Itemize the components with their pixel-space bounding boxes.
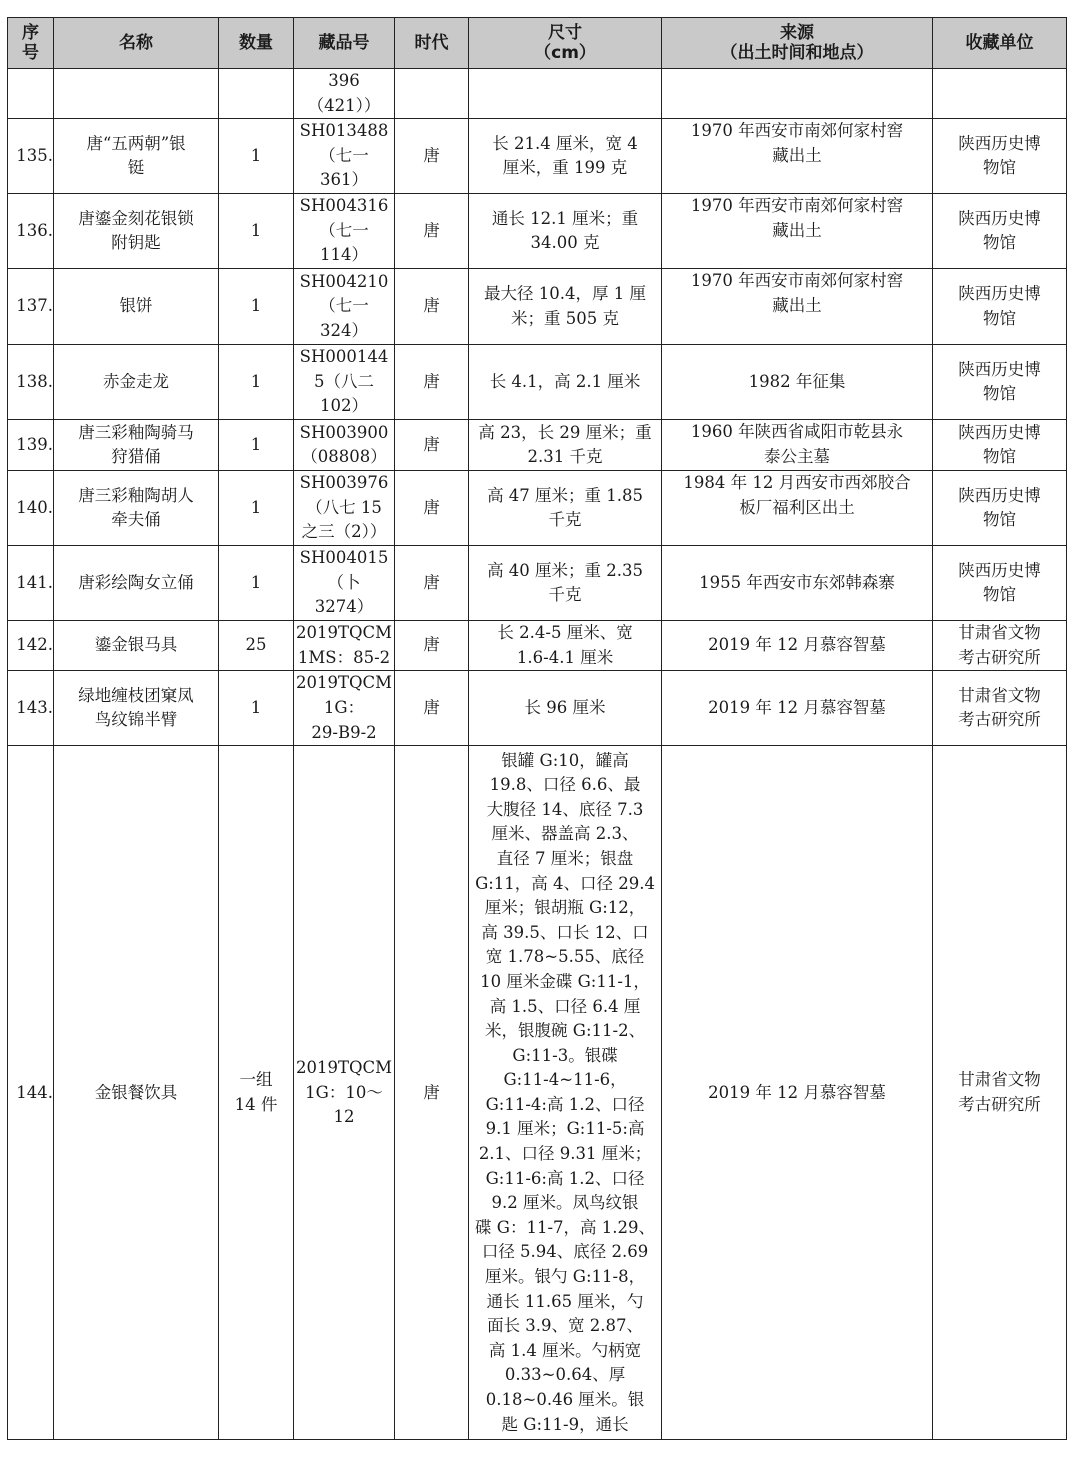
cell-seq: 143. (8, 671, 54, 746)
cell-source: 1970 年西安市南郊何家村窖 藏出土 (662, 194, 933, 269)
cell-qty: 25 (219, 621, 294, 671)
cell-source: 1970 年西安市南郊何家村窖 藏出土 (662, 269, 933, 345)
header-holder: 收藏单位 (933, 18, 1067, 69)
header-name: 名称 (54, 18, 219, 69)
table-row (8, 119, 1067, 194)
artifact-table (7, 17, 1067, 1440)
cell-seq: 137. (8, 269, 54, 345)
cell-size: 长 4.1，高 2.1 厘米 (469, 345, 662, 420)
cell-holder: 甘肃省文物 考古研究所 (933, 671, 1067, 746)
cell-name: 赤金走龙 (54, 345, 219, 420)
cell-seq: 136. (8, 194, 54, 269)
cell-era: 唐 (395, 345, 469, 420)
table-row (8, 345, 1067, 420)
table-row-continued (8, 69, 1067, 119)
cell-qty: 1 (219, 420, 294, 471)
cell-collection-id: SH003900 （08808） (294, 420, 395, 471)
cell-source: 2019 年 12 月慕容智墓 (662, 671, 933, 746)
cell-holder: 陕西历史博 物馆 (933, 420, 1067, 471)
cell-era: 唐 (395, 194, 469, 269)
cell-source: 1955 年西安市东郊韩森寨 (662, 546, 933, 621)
cell-qty: 1 (219, 671, 294, 746)
table-row (8, 546, 1067, 621)
cell-name: 唐三彩釉陶胡人 牵夫俑 (54, 471, 219, 546)
cell-collection-id: 396 （421）） (294, 69, 395, 119)
cell-source: 1960 年陕西省咸阳市乾县永 泰公主墓 (662, 420, 933, 471)
cell-seq: 135. (8, 119, 54, 194)
cell-qty: 1 (219, 546, 294, 621)
cell-qty (219, 69, 294, 119)
cell-qty: 1 (219, 194, 294, 269)
cell-qty: 一组 14 件 (219, 746, 294, 1440)
header-source: 来源 （出土时间和地点） (662, 18, 933, 69)
cell-collection-id: 2019TQCM 1G： 29-B9-2 (294, 671, 395, 746)
cell-name: 金银餐饮具 (54, 746, 219, 1440)
cell-holder (933, 69, 1067, 119)
cell-collection-id: SH004316 （七一 114） (294, 194, 395, 269)
cell-holder: 甘肃省文物 考古研究所 (933, 621, 1067, 671)
cell-source: 1984 年 12 月西安市西郊胶合 板厂福利区出土 (662, 471, 933, 546)
cell-source: 1982 年征集 (662, 345, 933, 420)
cell-collection-id: SH013488 （七一 361） (294, 119, 395, 194)
cell-source (662, 69, 933, 119)
cell-seq: 142. (8, 621, 54, 671)
table-row (8, 746, 1067, 1440)
cell-size: 高 40 厘米；重 2.35 千克 (469, 546, 662, 621)
cell-holder: 陕西历史博 物馆 (933, 471, 1067, 546)
table-row (8, 471, 1067, 546)
cell-name: 唐鎏金刻花银锁 附钥匙 (54, 194, 219, 269)
cell-holder: 甘肃省文物 考古研究所 (933, 746, 1067, 1440)
cell-holder: 陕西历史博 物馆 (933, 194, 1067, 269)
cell-size: 长 96 厘米 (469, 671, 662, 746)
cell-era: 唐 (395, 746, 469, 1440)
cell-qty: 1 (219, 269, 294, 345)
cell-size: 高 23，长 29 厘米；重 2.31 千克 (469, 420, 662, 471)
cell-source: 1970 年西安市南郊何家村窖 藏出土 (662, 119, 933, 194)
cell-name: 唐“五两朝”银 铤 (54, 119, 219, 194)
table-row (8, 621, 1067, 671)
cell-source: 2019 年 12 月慕容智墓 (662, 621, 933, 671)
cell-holder: 陕西历史博 物馆 (933, 119, 1067, 194)
cell-size: 通长 12.1 厘米；重 34.00 克 (469, 194, 662, 269)
header-era: 时代 (395, 18, 469, 69)
cell-name: 鎏金银马具 (54, 621, 219, 671)
header-row (8, 18, 1067, 69)
cell-holder: 陕西历史博 物馆 (933, 546, 1067, 621)
cell-name: 唐彩绘陶女立俑 (54, 546, 219, 621)
cell-name: 绿地缠枝团窠凤 鸟纹锦半臂 (54, 671, 219, 746)
cell-era (395, 69, 469, 119)
cell-size: 最大径 10.4，厚 1 厘 米；重 505 克 (469, 269, 662, 345)
cell-holder: 陕西历史博 物馆 (933, 269, 1067, 345)
cell-era: 唐 (395, 119, 469, 194)
cell-collection-id: SH004210 （七一 324） (294, 269, 395, 345)
cell-seq (8, 69, 54, 119)
cell-era: 唐 (395, 269, 469, 345)
cell-era: 唐 (395, 420, 469, 471)
cell-era: 唐 (395, 471, 469, 546)
header-collection-id: 藏品号 (294, 18, 395, 69)
header-size: 尺寸 （cm） (469, 18, 662, 69)
cell-seq: 144. (8, 746, 54, 1440)
cell-seq: 138. (8, 345, 54, 420)
cell-collection-id: 2019TQCM 1MS：85-2 (294, 621, 395, 671)
cell-size: 银罐 G:10，罐高 19.8、口径 6.6、最 大腹径 14、底径 7.3 厘米、器盖高 2.3、 直径 7 厘米；银盘 G:11，高 4、口径 29.4 厘米；银胡瓶 G:12， 高 39.5、口长 12、口 宽 1.78~5.55、底径 10 厘米金碟 G:11-1， 高 1.5、口径 6.4 厘 米，银腹碗 G:11-2、 G:11-3。银碟 G:11-4~11-6， G:11-4:高 1.2、口径 9.1 厘米；G:11-5:高 2.1、口径 9.31 厘米； G:11-6:高 1.2、口径 9.2 厘米。凤鸟纹银 碟 G：11-7，高 1.29、 口径 5.94、底径 2.69 厘米。银勺 G:11-8， 通长 11.65 厘米，勺 面长 3.9、宽 2.87、 高 1.4 厘米。勺柄宽 0.33~0.64、厚 0.18~0.46 厘米。银 匙 G:11-9，通长 (469, 746, 662, 1440)
cell-size: 高 47 厘米；重 1.85 千克 (469, 471, 662, 546)
cell-qty: 1 (219, 119, 294, 194)
cell-collection-id: SH000144 5（八二 102） (294, 345, 395, 420)
table-row (8, 269, 1067, 345)
cell-seq: 141. (8, 546, 54, 621)
cell-qty: 1 (219, 471, 294, 546)
cell-collection-id: SH004015 （卜 3274） (294, 546, 395, 621)
cell-era: 唐 (395, 671, 469, 746)
table-row (8, 420, 1067, 471)
cell-holder: 陕西历史博 物馆 (933, 345, 1067, 420)
cell-size (469, 69, 662, 119)
cell-seq: 139. (8, 420, 54, 471)
table-row (8, 671, 1067, 746)
cell-era: 唐 (395, 546, 469, 621)
cell-seq: 140. (8, 471, 54, 546)
cell-collection-id: 2019TQCM 1G：10～ 12 (294, 746, 395, 1440)
cell-name (54, 69, 219, 119)
header-seq: 序 号 (8, 18, 54, 69)
table-row (8, 194, 1067, 269)
cell-collection-id: SH003976 （八七 15 之三（2）） (294, 471, 395, 546)
cell-qty: 1 (219, 345, 294, 420)
cell-source: 2019 年 12 月慕容智墓 (662, 746, 933, 1440)
cell-size: 长 21.4 厘米，宽 4 厘米，重 199 克 (469, 119, 662, 194)
cell-name: 唐三彩釉陶骑马 狩猎俑 (54, 420, 219, 471)
cell-name: 银饼 (54, 269, 219, 345)
cell-era: 唐 (395, 621, 469, 671)
header-qty: 数量 (219, 18, 294, 69)
cell-size: 长 2.4-5 厘米、宽 1.6-4.1 厘米 (469, 621, 662, 671)
